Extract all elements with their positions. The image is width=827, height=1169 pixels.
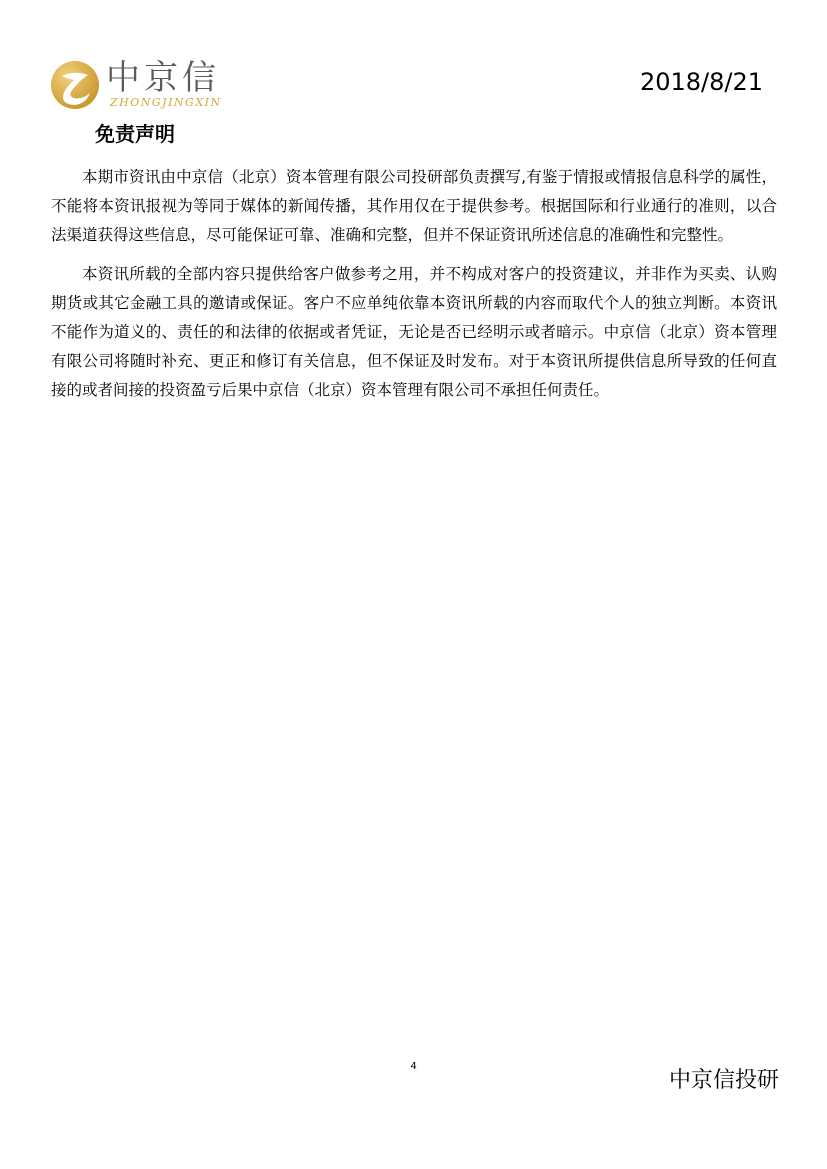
disclaimer-paragraph: 本资讯所载的全部内容只提供给客户做参考之用，并不构成对客户的投资建议，并非作为买卖、认购期货或其它金融工具的邀请或保证。客户不应单纯依靠本资讯所载的内容而取代个人的独立判断。本资讯不能作为道义的、责任的和法律的依据或者凭证，无论是否已经明示或者暗示。中京信（北京）资本管理有限公司将随时补充、更正和修订有关信息，但不保证及时发布。对于本资讯所提供信息所导致的任何直接的或者间接的投资盈亏后果中京信（北京）资本管理有限公司不承担任何责任。 xyxy=(51,265,777,399)
logo-chinese-name: 中京信 xyxy=(106,58,220,98)
disclaimer-paragraph: 本期市资讯由中京信（北京）资本管理有限公司投研部负责撰写,有鉴于情报或情报信息科学的属性，不能将本资讯报视为等同于媒体的新闻传播，其作用仅在于提供参考。根据国际和行业通行的准则，以合法渠道获得这些信息，尽可能保证可靠、准确和完整，但并不保证资讯所述信息的准确性和完整性。 xyxy=(51,168,777,244)
footer-brand: 中京信投研 xyxy=(668,1068,779,1093)
logo-english-name: ZHONGJINGXIN xyxy=(110,96,222,109)
disclaimer-body xyxy=(51,163,777,415)
company-logo xyxy=(50,58,250,116)
page-title: 免责声明 xyxy=(95,122,175,146)
page-number: 4 xyxy=(410,1061,417,1072)
logo-emblem-icon xyxy=(50,60,100,110)
report-date: 2018/8/21 xyxy=(639,68,763,96)
